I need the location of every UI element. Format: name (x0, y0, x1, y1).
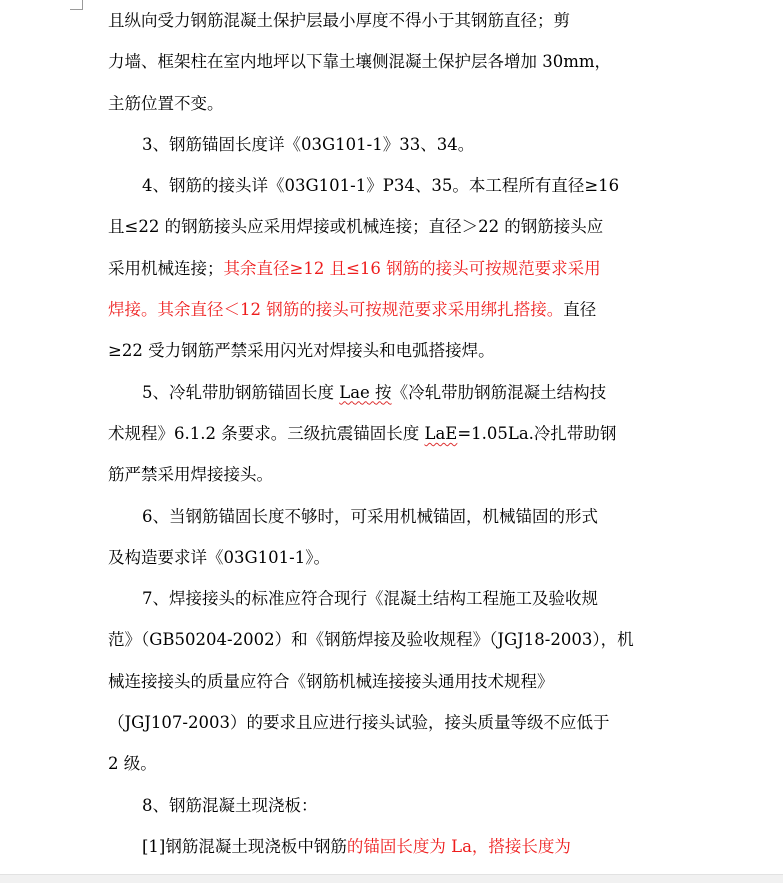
page-bottom-edge (0, 874, 783, 883)
text-run: 直径 (563, 300, 597, 320)
text-line: 4、钢筋的接头详《03G101-1》P34、35。本工程所有直径≥16 (142, 176, 620, 196)
text-run: 术规程》6.1.2 条要求。三级抗震锚固长度 (108, 423, 425, 443)
document-body[interactable] (108, 0, 666, 867)
paragraph-item-3[interactable] (108, 124, 666, 165)
text-line: 筋严禁采用焊接接头。 (108, 465, 273, 485)
highlighted-text-run: 的锚固长度为 La，搭接长度为 (346, 836, 571, 856)
text-line: 力墙、框架柱在室内地坪以下靠土壤侧混凝土保护层各增加 30mm， (108, 52, 612, 72)
paragraph-cover-continued[interactable] (108, 0, 666, 124)
page-corner-mark-vertical (82, 0, 83, 10)
paragraph-item-6[interactable] (108, 496, 666, 579)
paragraph-item-8[interactable] (108, 785, 666, 868)
text-line (108, 372, 666, 413)
text-line: 械连接接头的质量应符合《钢筋机械连接接头通用技术规程》 (108, 671, 554, 691)
highlighted-text-run: 焊接。其余直径＜12 钢筋的接头可按规范要求采用绑扎搭接。 (108, 300, 564, 320)
text-line (108, 289, 666, 330)
text-run: 5、冷轧带肋钢筋锚固长度 (142, 382, 340, 402)
page-corner-mark-horizontal (70, 9, 82, 10)
paragraph-item-4[interactable] (108, 165, 666, 371)
spellcheck-flagged-text: Lae 按 (339, 382, 392, 402)
text-line: 3、钢筋锚固长度详《03G101-1》33、34。 (142, 134, 475, 154)
paragraph-item-7[interactable] (108, 578, 666, 784)
text-run: [1]钢筋混凝土现浇板中钢筋 (142, 836, 347, 856)
text-line (108, 248, 666, 289)
spellcheck-flagged-text: LaE (424, 423, 458, 443)
text-line: （JGJ107-2003）的要求且应进行接头试验，接头质量等级不应低于 (108, 713, 610, 733)
text-line (108, 413, 666, 454)
text-line: 且≤22 的钢筋接头应采用焊接或机械连接；直径＞22 的钢筋接头应 (108, 217, 604, 237)
text-run: =1.05La.冷扎带助钢 (457, 423, 617, 443)
text-line: 且纵向受力钢筋混凝土保护层最小厚度不得小于其钢筋直径；剪 (108, 11, 570, 30)
text-line: 6、当钢筋锚固长度不够时，可采用机械锚固，机械锚固的形式 (142, 506, 598, 526)
text-line: 8、钢筋混凝土现浇板： (142, 795, 318, 815)
text-line: 范》（GB50204-2002）和《钢筋焊接及验收规程》（JGJ18-2003），机 (108, 630, 634, 650)
paragraph-item-5[interactable] (108, 372, 666, 496)
text-run: 采用机械连接； (108, 258, 224, 278)
text-run: 《冷轧带肋钢筋混凝土结构技 (391, 382, 607, 402)
text-line: 7、焊接接头的标准应符合现行《混凝土结构工程施工及验收规 (142, 589, 598, 609)
highlighted-text-run: 其余直径≥12 且≤16 钢筋的接头可按规范要求采用 (223, 258, 601, 278)
text-line: 及构造要求详《03G101-1》。 (108, 547, 330, 567)
text-line: 2 级。 (108, 754, 157, 774)
text-line: ≥22 受力钢筋严禁采用闪光对焊接头和电弧搭接焊。 (108, 341, 495, 361)
text-line (108, 826, 666, 867)
text-line: 主筋位置不变。 (108, 93, 224, 113)
